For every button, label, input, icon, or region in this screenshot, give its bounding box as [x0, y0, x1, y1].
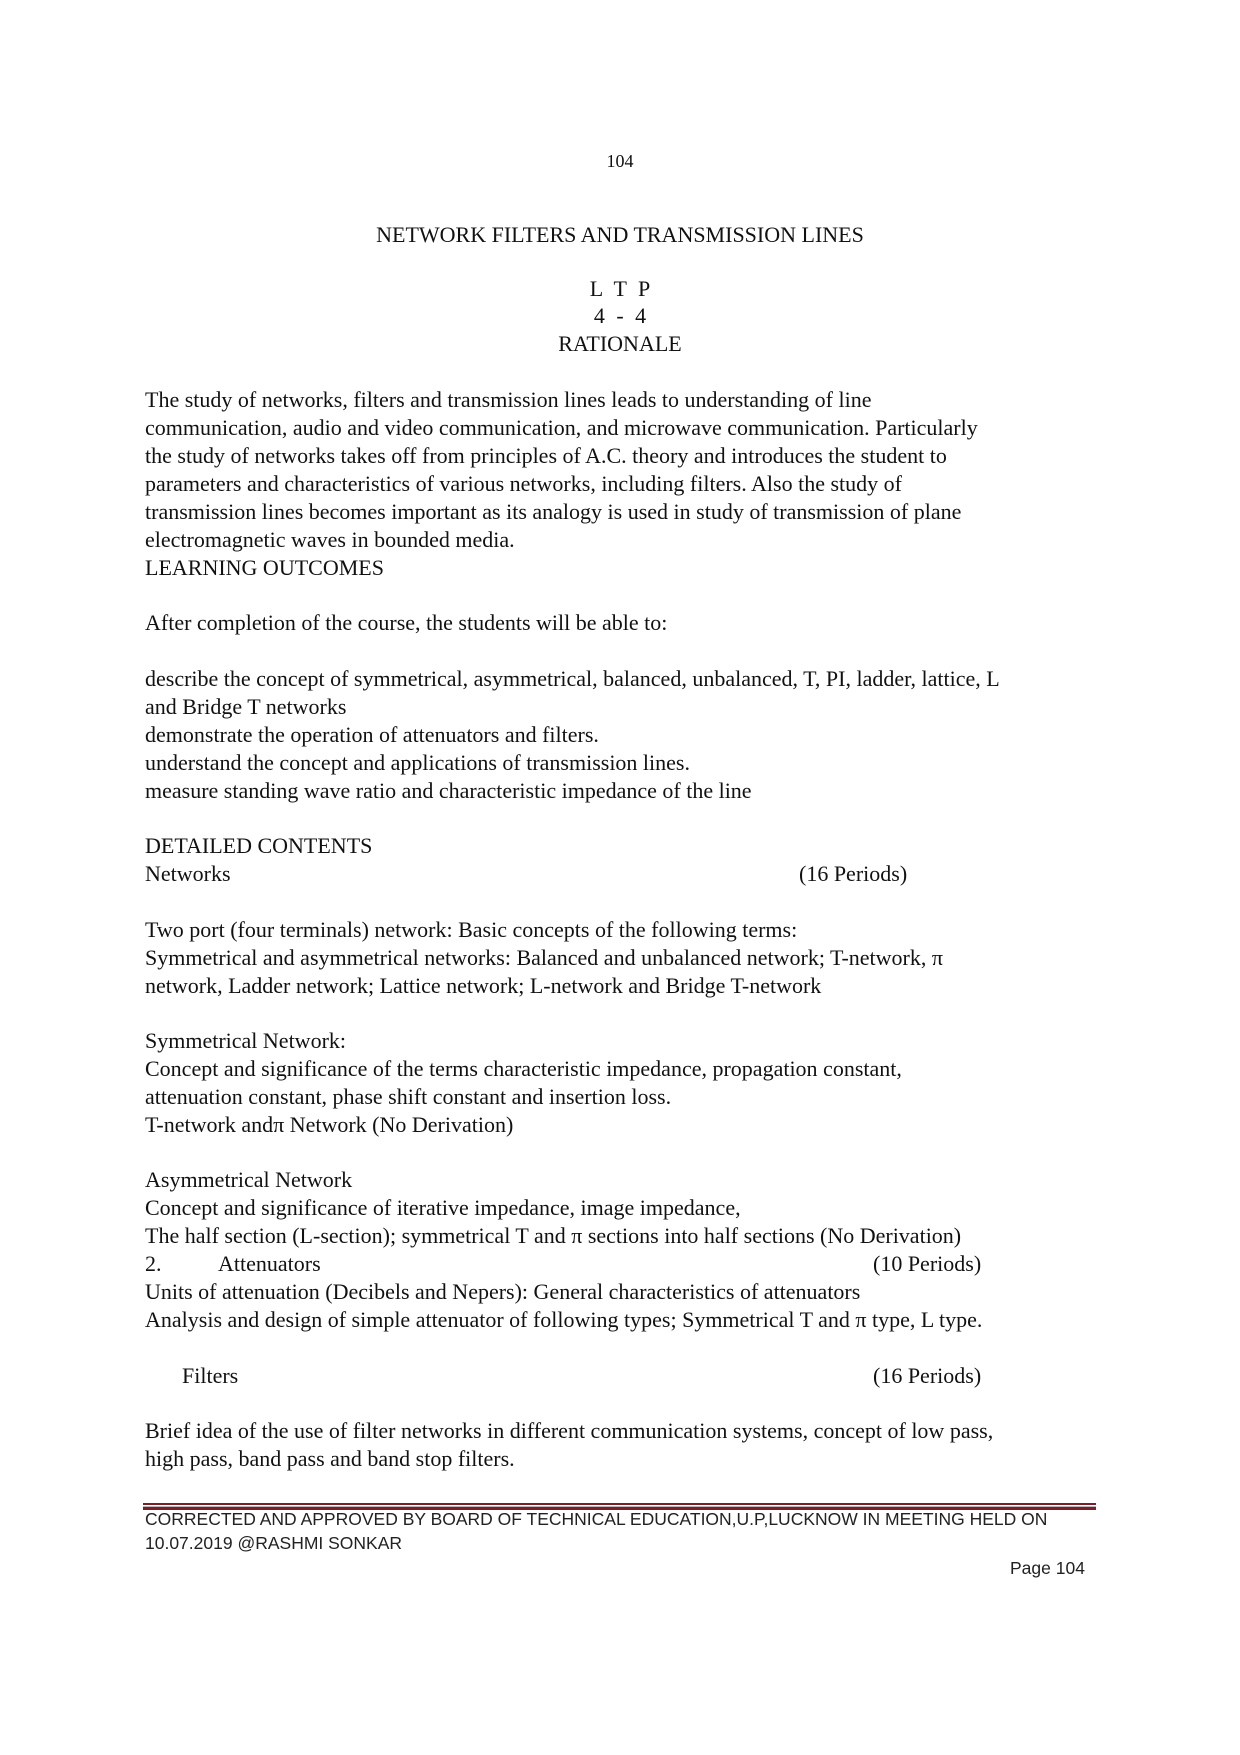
content-line: Two port (four terminals) network: Basic concepts of the following terms:: [145, 917, 798, 942]
detailed-contents-heading: DETAILED CONTENTS: [145, 833, 373, 858]
content-line: Brief idea of the use of filter networks in different communication systems, concept of low pass,: [145, 1418, 994, 1443]
rationale-heading: RATIONALE: [558, 331, 682, 356]
list-item: and Bridge T networks: [145, 694, 347, 719]
rationale-line: the study of networks takes off from principles of A.C. theory and introduces the student to: [145, 443, 947, 468]
content-line: network, Ladder network; Lattice network; L-network and Bridge T-network: [145, 973, 822, 998]
content-line: Symmetrical Network:: [145, 1028, 347, 1053]
attenuators-periods: (10 Periods): [873, 1251, 982, 1276]
ltp-heading: L T P: [589, 276, 651, 301]
footer-page-label: Page 104: [1010, 1558, 1085, 1578]
content-line: The half section (L-section); symmetrical T and π sections into half sections (No Derivation): [145, 1223, 962, 1248]
content-line: high pass, band pass and band stop filters.: [145, 1446, 515, 1471]
content-line: attenuation constant, phase shift constant and insertion loss.: [145, 1084, 672, 1109]
rationale-line: electromagnetic waves in bounded media.: [145, 527, 515, 552]
content-line: Symmetrical and asymmetrical networks: Balanced and unbalanced network; T-network, π: [145, 945, 943, 970]
content-line: Asymmetrical Network: [145, 1167, 353, 1192]
page-title: NETWORK FILTERS AND TRANSMISSION LINES: [376, 222, 864, 247]
attenuators-title: Attenuators: [218, 1251, 321, 1276]
ltp-values: 4 - 4: [593, 303, 647, 328]
rationale-line: The study of networks, filters and transmission lines leads to understanding of line: [145, 387, 872, 412]
footer-date-author: 10.07.2019 @RASHMI SONKAR: [145, 1533, 403, 1553]
learning-outcomes-heading: LEARNING OUTCOMES: [145, 555, 384, 580]
filters-title: Filters: [182, 1363, 239, 1388]
content-line: Units of attenuation (Decibels and Nepers): General characteristics of attenuators: [145, 1279, 861, 1304]
content-line: Concept and significance of iterative impedance, image impedance,: [145, 1195, 741, 1220]
learning-outcomes-intro: After completion of the course, the students will be able to:: [145, 610, 668, 635]
attenuators-number: 2.: [145, 1251, 162, 1276]
rationale-line: communication, audio and video communication, and microwave communication. Particularly: [145, 415, 978, 440]
networks-periods: (16 Periods): [799, 861, 908, 886]
list-item: measure standing wave ratio and characteristic impedance of the line: [145, 778, 752, 803]
content-line: Concept and significance of the terms characteristic impedance, propagation constant,: [145, 1056, 902, 1081]
rationale-line: transmission lines becomes important as its analogy is used in study of transmission of plane: [145, 499, 962, 524]
networks-title: Networks: [145, 861, 231, 886]
content-line: Analysis and design of simple attenuator of following types; Symmetrical T and π type, L type.: [145, 1307, 983, 1332]
list-item: describe the concept of symmetrical, asymmetrical, balanced, unbalanced, T, PI, ladder, lattice, L: [145, 666, 1000, 691]
rationale-line: parameters and characteristics of various networks, including filters. Also the study of: [145, 471, 902, 496]
content-line: T-network andπ Network (No Derivation): [145, 1112, 514, 1137]
header-page-number: 104: [606, 151, 634, 171]
filters-periods: (16 Periods): [873, 1363, 982, 1388]
list-item: demonstrate the operation of attenuators and filters.: [145, 722, 599, 747]
list-item: understand the concept and applications of transmission lines.: [145, 750, 690, 775]
footer-approval-line: CORRECTED AND APPROVED BY BOARD OF TECHNICAL EDUCATION,U.P,LUCKNOW IN MEETING HELD ON: [145, 1509, 1048, 1529]
